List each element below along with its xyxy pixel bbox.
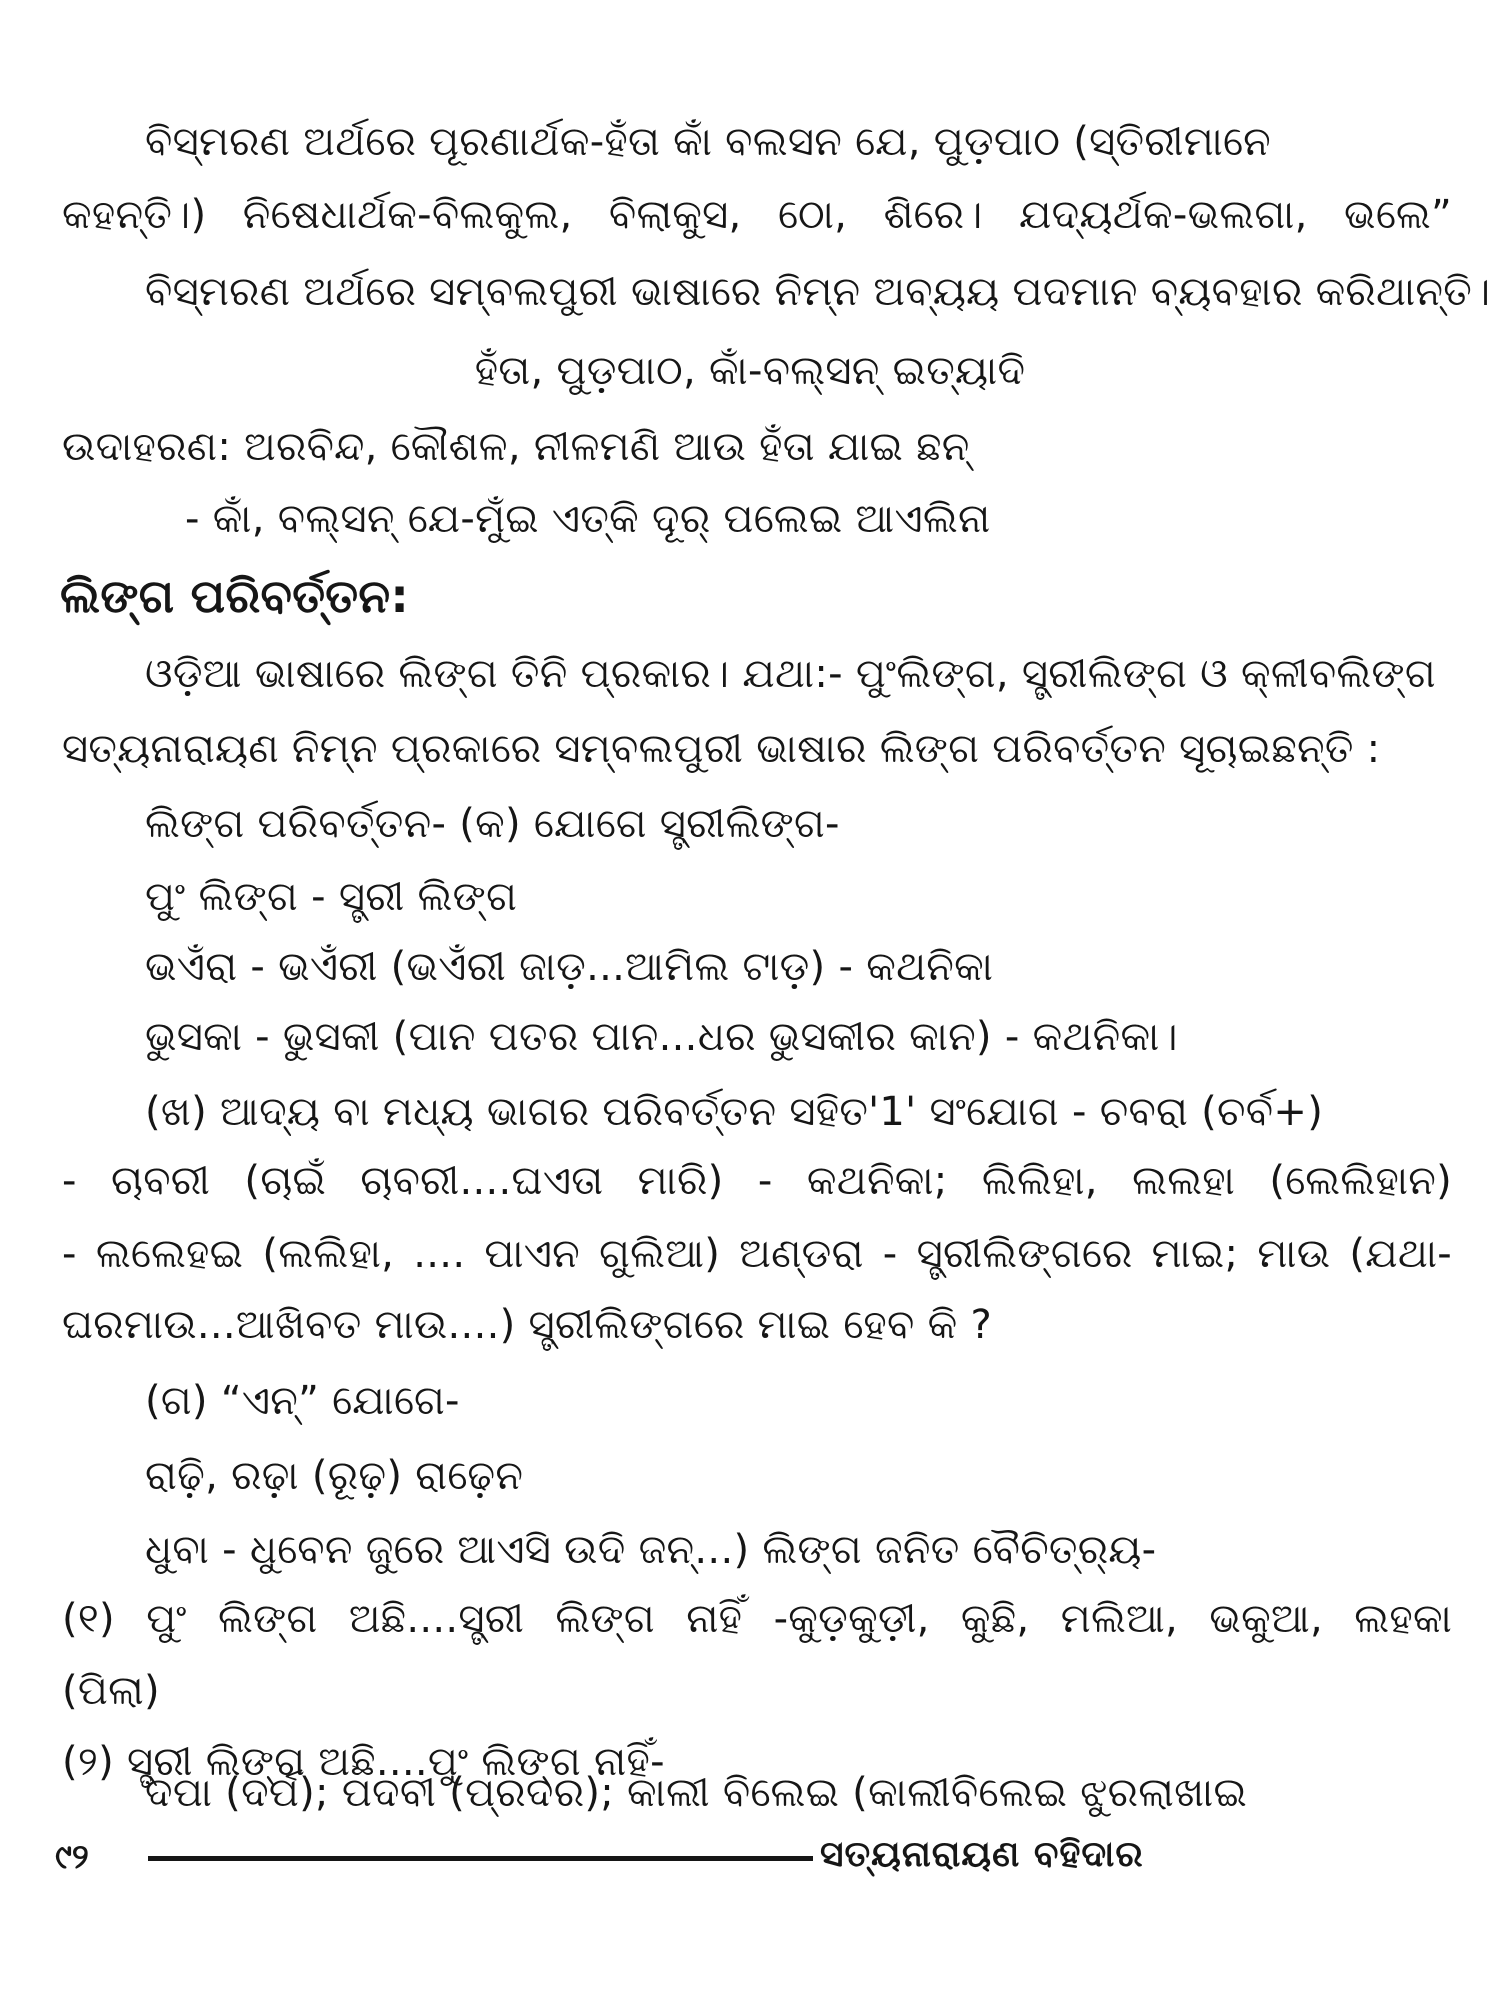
body-line-15: - ଲଲେହଇ (ଲଲିହା, .... ପାଏନ ଗୁଲିଆ) ଅଣ୍ଡରା - ସ୍ତ୍ରୀଲିଙ୍ଗରେ ମାଇ; ମାଉ (ଯଥା- [62,1231,1452,1277]
page-number: ୯୨ [55,1837,89,1877]
body-line-18: ରାଢ଼ି, ରଢ଼ା (ରୂଢ଼) ରାଢ଼େନ [145,1453,524,1499]
body-line-1: ବିସ୍ମରଣ ଅର୍ଥରେ ପୂରଣାର୍ଥକ-ହଁତା କାଁ ବଲସନ ଯେ, ପୁଡ଼ପାଠ (ସ୍ତିରୀମାନେ [145,119,1271,165]
body-line-19: ଧୁବା - ଧୁବେନ ଜୁରେ ଆଏସି ଉଦି ଜନ୍...) ଲିଙ୍ଗ ଜନିତ ବୈଚିତ୍ର୍ୟ- [145,1527,1157,1573]
body-line-24: ଦପା (ଦର୍ପ); ପଦବୀ (ପ୍ରଦର); କାଲୀ ବିଲେଇ (କାଲୀବିଲେଇ ଝୁରଲାଖାଇ [145,1770,1248,1816]
body-line-2: କହନ୍ତି।) ନିଷେଧାର୍ଥକ-ବିଲକୁଲ, ବିଲାକୁସ, ଠୋ, ଶିରେ। ଯଦ୍ୟର୍ଥକ-ଭଲଗା, ଭଲେ” [62,192,1452,238]
section-heading: ଲିଙ୍ଗ ପରିବର୍ତ୍ତନ: [60,569,410,623]
body-line-17: (ଗ) “ଏନ୍” ଯୋଗେ- [145,1378,460,1424]
footer-rule [148,1856,813,1861]
body-line-16: ଘରମାଉ...ଆଖିବତ ମାଉ....) ସ୍ତ୍ରୀଲିଙ୍ଗରେ ମାଇ ହେବ କି ? [62,1302,993,1348]
body-line-9: ଲିଙ୍ଗ ପରିବର୍ତ୍ତନ- (କ) ଯୋଗେ ସ୍ତ୍ରୀଲିଙ୍ଗ- [145,801,840,847]
body-line-11: ଭଏଁରା - ଭଏଁରୀ (ଭଏଁରୀ ଜାଡ଼...ଆମିଲ ଟାଡ଼) - କଥନିକା [145,944,994,990]
example-line-1: ଉଦାହରଣ: ଅରବିନ୍ଦ, କୌଶଳ, ନୀଳମଣି ଆଉ ହଁତା ଯାଇ ଛନ୍ [62,424,970,470]
footer-author: ସତ୍ୟନାରାୟଣ ବହିଦାର [820,1834,1144,1875]
body-line-8: ସତ୍ୟନାରାୟଣ ନିମ୍ନ ପ୍ରକାରେ ସମ୍ବଲପୁରୀ ଭାଷାର ଲିଙ୍ଗ ପରିବର୍ତ୍ତନ ସୂଚାଇଛନ୍ତି : [62,726,1381,772]
body-line-7: ଓଡ଼ିଆ ଭାଷାରେ ଲିଙ୍ଗ ତିନି ପ୍ରକାର। ଯଥା:- ପୁଂଲିଙ୍ଗ, ସ୍ତ୍ରୀଲିଙ୍ଗ ଓ କ୍ଳୀବଲିଙ୍ଗ [145,651,1436,697]
body-line-3: ବିସ୍ମରଣ ଅର୍ଥରେ ସମ୍ବଲପୁରୀ ଭାଷାରେ ନିମ୍ନ ଅବ୍ୟୟ ପଦମାନ ବ୍ୟବହାର କରିଥାନ୍ତି। [145,269,1491,315]
body-line-21: (ପିଲା) [62,1668,160,1714]
body-line-12: ଭୁସକା - ଭୁସକୀ (ପାନ ପତର ପାନ...ଧର ଭୁସକୀର କାନ) - କଥନିକା। [145,1014,1178,1060]
body-line-20: (୧) ପୁଂ ଲିଙ୍ଗ ଅଛି....ସ୍ତ୍ରୀ ଲିଙ୍ଗ ନାହିଁ -କୁଡ଼କୁଡ଼ୀ, କୁଛି, ମଲିଆ, ଭକୁଆ, ଲହକା [62,1596,1452,1642]
example-line-2: - କାଁ, ବଲ୍ସନ୍ ଯେ-ମୁଁଇ ଏତ୍କି ଦୂର୍ ପଲେଇ ଆଏଲିନା [185,496,991,542]
body-line-4: ହଁତା, ପୁଡ଼ପାଠ, କାଁ-ବଲ୍ସନ୍ ଇତ୍ୟାଦି [474,348,1026,394]
body-line-14: - ଚାବରୀ (ଚାଇଁ ଚାବରୀ....ଘଏତା ମାରି) - କଥନିକା; ଲିଲିହା, ଲଲହା (ଲେଲିହାନ) [62,1158,1452,1204]
body-line-10: ପୁଂ ଲିଙ୍ଗ - ସ୍ତ୍ରୀ ଲିଙ୍ଗ [145,874,518,920]
body-line-22: (୨) ସ୍ତ୍ରୀ ଲିଙ୍ଗ ଅଛି....ପୁଂ ଲିଙ୍ଗ ନାହିଁ- [62,1739,665,1785]
body-line-13: (ଖ) ଆଦ୍ୟ ବା ମଧ୍ୟ ଭାଗର ପରିବର୍ତ୍ତନ ସହିତ'1' ସଂଯୋଗ - ଚବରା (ଚର୍ବ+) [145,1089,1324,1135]
